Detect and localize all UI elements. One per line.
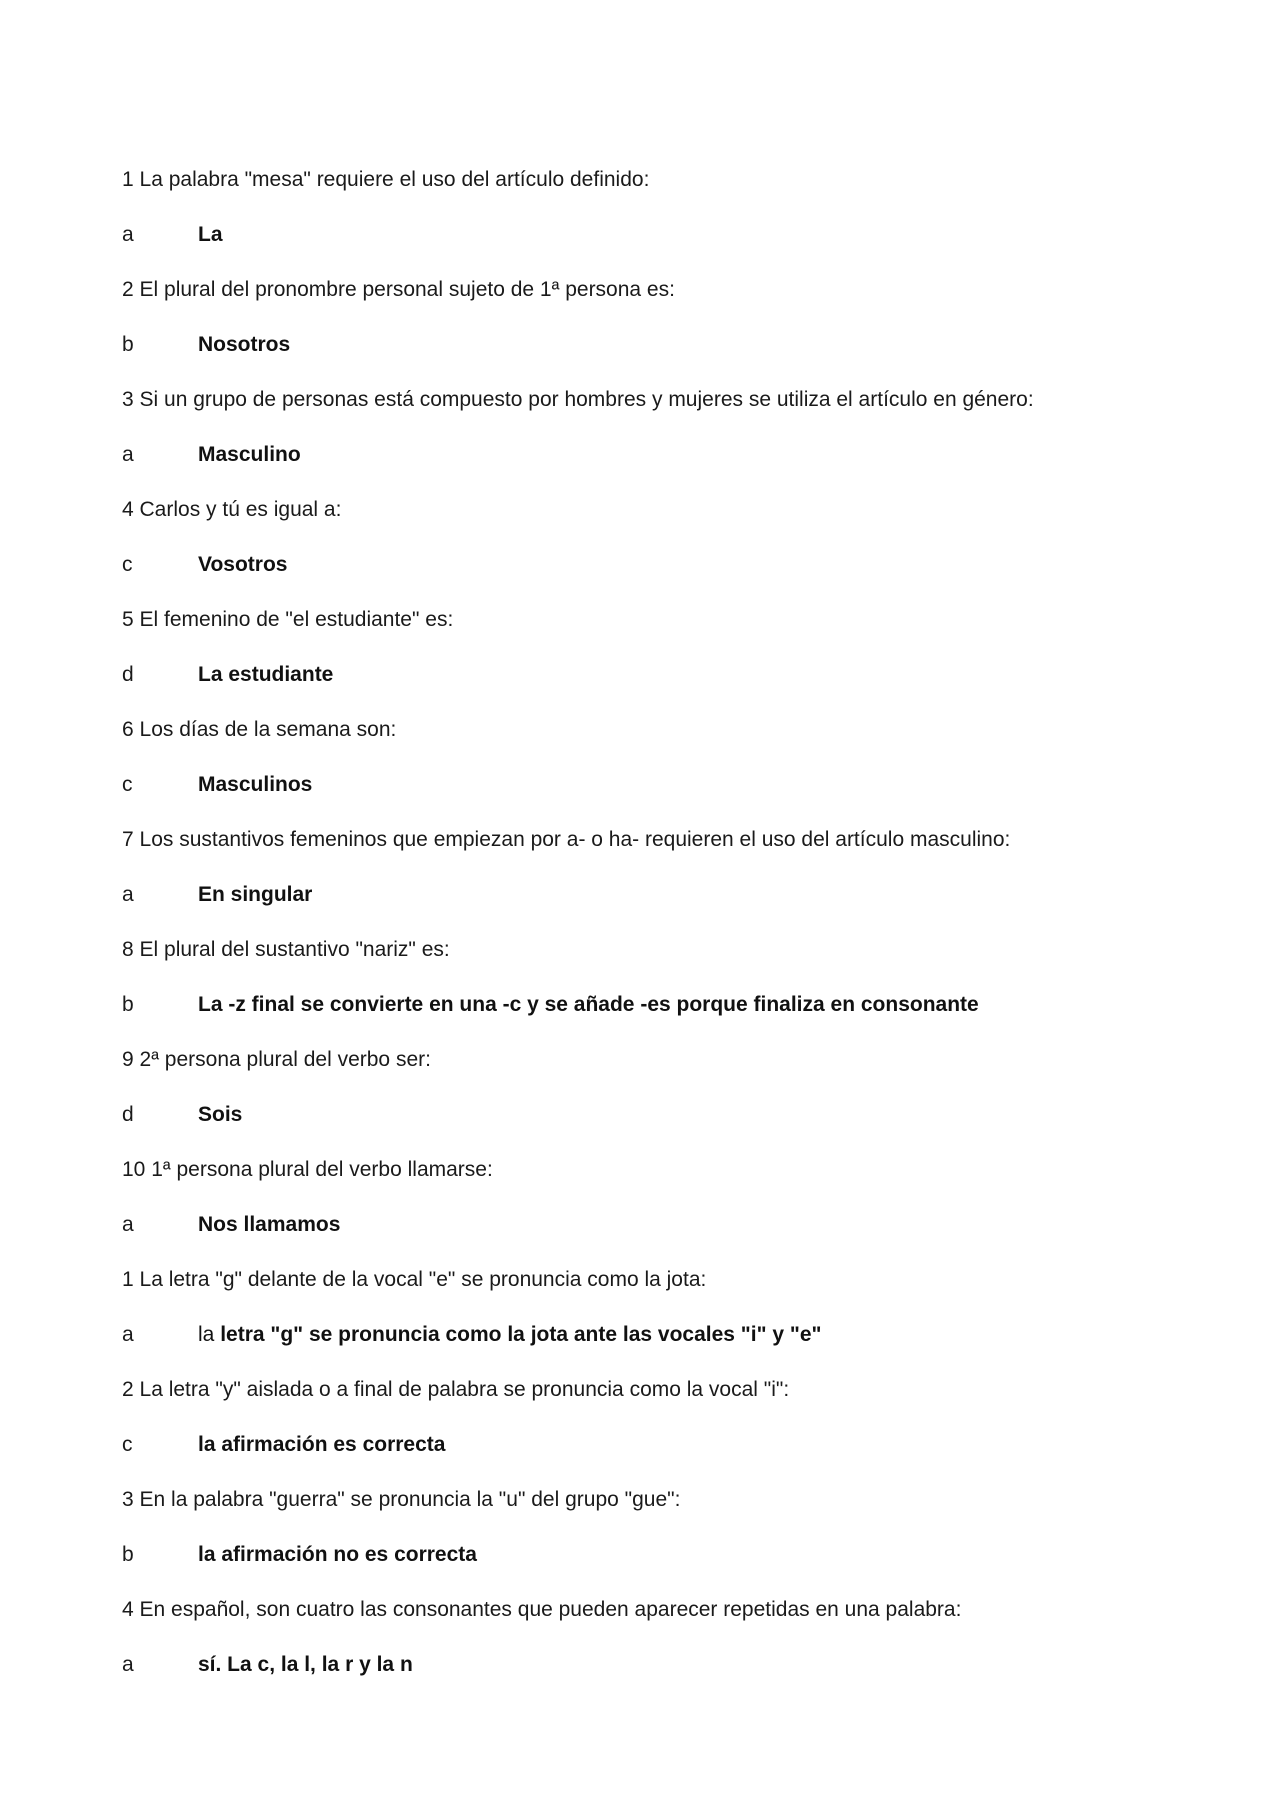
answer-row bbox=[122, 1417, 1162, 1472]
question-text: 6 Los días de la semana son: bbox=[122, 718, 397, 741]
answer-row bbox=[122, 647, 1162, 702]
answer-text: La -z final se convierte en una -c y se añade -es porque finaliza en consonante bbox=[198, 993, 979, 1016]
answer-row bbox=[122, 317, 1162, 372]
question-text: 9 2ª persona plural del verbo ser: bbox=[122, 1048, 431, 1071]
answer-letter: a bbox=[122, 1213, 134, 1236]
answer-row bbox=[122, 977, 1162, 1032]
answer-text: La bbox=[198, 223, 223, 246]
answer-text: Vosotros bbox=[198, 553, 288, 576]
answer-letter: b bbox=[122, 333, 134, 356]
answer-letter: c bbox=[122, 1433, 133, 1456]
answer-letter: a bbox=[122, 223, 134, 246]
question-text: 2 El plural del pronombre personal sujeto de 1ª persona es: bbox=[122, 278, 675, 301]
answer-text: la afirmación no es correcta bbox=[198, 1543, 477, 1566]
question-answer-list bbox=[122, 152, 1162, 1692]
answer-text: Nos llamamos bbox=[198, 1213, 341, 1236]
question-text: 2 La letra "y" aislada o a final de palabra se pronuncia como la vocal "i": bbox=[122, 1378, 790, 1401]
question-text: 4 Carlos y tú es igual a: bbox=[122, 498, 342, 521]
answer-bold-text: letra "g" se pronuncia como la jota ante las vocales "i" y "e" bbox=[220, 1323, 822, 1346]
answer-text: La estudiante bbox=[198, 663, 334, 686]
answer-row bbox=[122, 1637, 1162, 1692]
answer-letter: c bbox=[122, 553, 133, 576]
answer-letter: c bbox=[122, 773, 133, 796]
answer-row bbox=[122, 207, 1162, 262]
question-text: 7 Los sustantivos femeninos que empiezan por a- o ha- requieren el uso del artículo masculino: bbox=[122, 828, 1011, 851]
answer-row bbox=[122, 867, 1162, 922]
question-text: 8 El plural del sustantivo "nariz" es: bbox=[122, 938, 450, 961]
answer-row bbox=[122, 1527, 1162, 1582]
answer-row bbox=[122, 427, 1162, 482]
question-text: 3 En la palabra "guerra" se pronuncia la "u" del grupo "gue": bbox=[122, 1488, 681, 1511]
answer-text: la afirmación es correcta bbox=[198, 1433, 446, 1456]
answer-row bbox=[122, 1087, 1162, 1142]
question-text: 5 El femenino de "el estudiante" es: bbox=[122, 608, 454, 631]
answer-text: Sois bbox=[198, 1103, 243, 1126]
question-text: 10 1ª persona plural del verbo llamarse: bbox=[122, 1158, 493, 1181]
answer-letter: a bbox=[122, 1323, 134, 1346]
answer-letter: d bbox=[122, 663, 134, 686]
answer-text: Nosotros bbox=[198, 333, 291, 356]
answer-text bbox=[198, 1324, 821, 1345]
answer-letter: a bbox=[122, 443, 134, 466]
answer-row bbox=[122, 537, 1162, 592]
answer-letter: d bbox=[122, 1103, 134, 1126]
answer-letter: b bbox=[122, 1543, 134, 1566]
question-text: 3 Si un grupo de personas está compuesto por hombres y mujeres se utiliza el artículo en género: bbox=[122, 388, 1034, 411]
question-text: 4 En español, son cuatro las consonantes que pueden aparecer repetidas en una palabra: bbox=[122, 1598, 962, 1621]
question-text: 1 La letra "g" delante de la vocal "e" se pronuncia como la jota: bbox=[122, 1268, 707, 1291]
answer-letter: a bbox=[122, 1653, 134, 1676]
answer-text: sí. La c, la l, la r y la n bbox=[198, 1653, 413, 1676]
answer-text: Masculino bbox=[198, 443, 301, 466]
answer-letter: a bbox=[122, 883, 134, 906]
answer-row bbox=[122, 1307, 1162, 1362]
answer-letter: b bbox=[122, 993, 134, 1016]
answer-lead-text: la bbox=[198, 1323, 215, 1346]
question-text: 1 La palabra "mesa" requiere el uso del artículo definido: bbox=[122, 168, 650, 191]
answer-row bbox=[122, 1197, 1162, 1252]
answer-text: En singular bbox=[198, 883, 313, 906]
answer-row bbox=[122, 757, 1162, 812]
answer-text: Masculinos bbox=[198, 773, 313, 796]
